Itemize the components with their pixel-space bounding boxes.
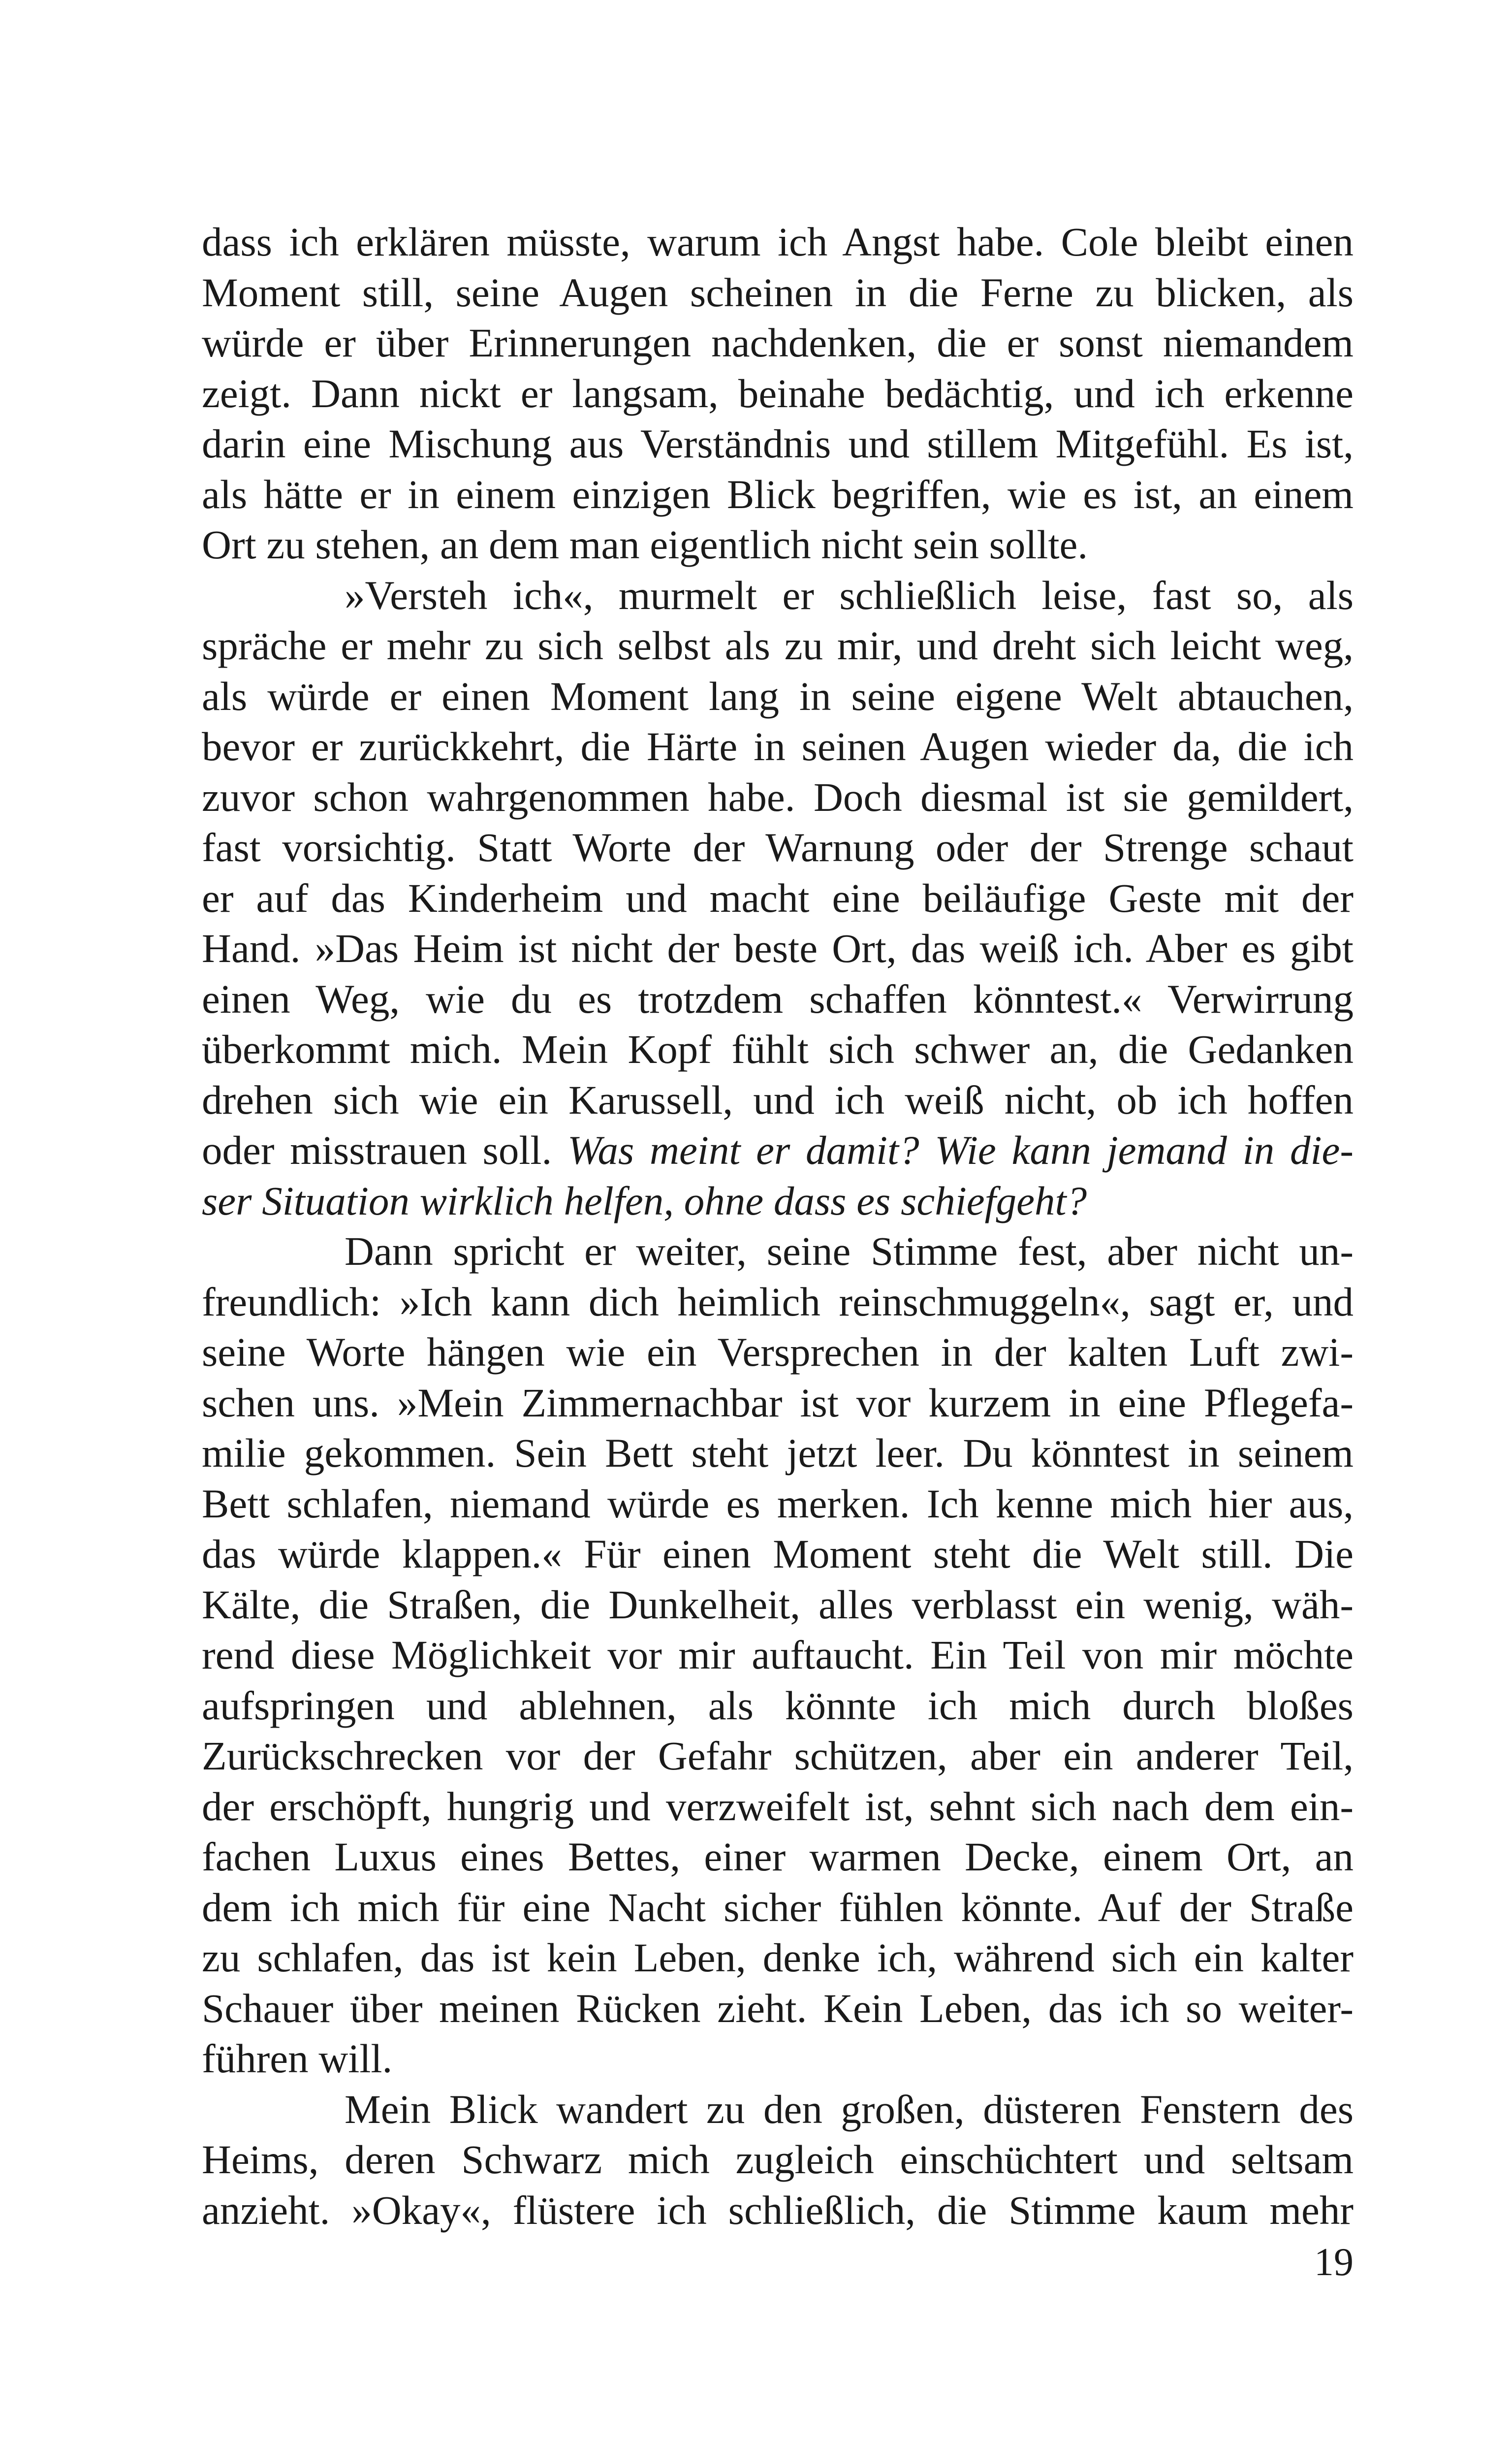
italic-thought: Was meint er damit? Wie kann jemand in die-	[567, 1127, 1354, 1173]
text-line: rend diese Möglichkeit vor mir auftaucht. Ein Teil von mir möchte	[202, 1632, 1354, 1677]
text-line: Heims, deren Schwarz mich zugleich einschüchtert und seltsam	[202, 2137, 1354, 2182]
text-line: dass ich erklären müsste, warum ich Angst habe. Cole bleibt einen	[202, 219, 1354, 264]
paragraph-4	[202, 2084, 1354, 2236]
paragraph-1	[202, 217, 1354, 570]
text-line: seine Worte hängen wie ein Versprechen in der kalten Luft zwi-	[202, 1329, 1354, 1375]
text-line-mixed	[202, 1125, 1354, 1176]
text-line: Ort zu stehen, an dem man eigentlich nicht sein sollte.	[202, 522, 1088, 567]
text-line: das würde klappen.« Für einen Moment steht die Welt still. Die	[202, 1531, 1354, 1576]
text-line: Bett schlafen, niemand würde es merken. Ich kenne mich hier aus,	[202, 1480, 1354, 1526]
text-line: überkommt mich. Mein Kopf fühlt sich schwer an, die Gedanken	[202, 1027, 1354, 1072]
text-line: »Versteh ich«, murmelt er schließlich leise, fast so, als	[345, 572, 1354, 618]
text-line: spräche er mehr zu sich selbst als zu mir, und dreht sich leicht weg,	[202, 623, 1354, 668]
text-line: führen will.	[202, 2036, 393, 2081]
text-line: drehen sich wie ein Karussell, und ich weiß nicht, ob ich hoffen	[202, 1077, 1354, 1123]
page-number: 19	[1314, 2241, 1354, 2284]
text-line: Zurückschrecken vor der Gefahr schützen, aber ein anderer Teil,	[202, 1733, 1354, 1778]
text-line: Hand. »Das Heim ist nicht der beste Ort, das weiß ich. Aber es gibt	[202, 926, 1354, 971]
text-line: Kälte, die Straßen, die Dunkelheit, alles verblasst ein wenig, wäh-	[202, 1581, 1354, 1627]
text-line: schen uns. »Mein Zimmernachbar ist vor kurzem in eine Pflegefa-	[202, 1380, 1354, 1425]
text-line: Schauer über meinen Rücken zieht. Kein Leben, das ich so weiter-	[202, 1985, 1354, 2031]
text-line: bevor er zurückkehrt, die Härte in seinen Augen wieder da, die ich	[202, 724, 1354, 769]
text-line: zeigt. Dann nickt er langsam, beinahe bedächtig, und ich erkenne	[202, 370, 1354, 416]
paragraph-2	[202, 570, 1354, 1226]
text-line: Mein Blick wandert zu den großen, düsteren Fenstern des	[345, 2086, 1354, 2132]
text-line: zu schlafen, das ist kein Leben, denke ich, während sich ein kalter	[202, 1935, 1354, 1980]
text-line: dem ich mich für eine Nacht sicher fühlen könnte. Auf der Straße	[202, 1884, 1354, 1930]
text-line: als hätte er in einem einzigen Blick begriffen, wie es ist, an einem	[202, 471, 1354, 517]
italic-thought-line: ser Situation wirklich helfen, ohne dass es schiefgeht?	[202, 1178, 1087, 1223]
text-line: darin eine Mischung aus Verständnis und stillem Mitgefühl. Es ist,	[202, 421, 1354, 466]
text-line: würde er über Erinnerungen nachdenken, die er sonst niemandem	[202, 320, 1354, 365]
text-line: er auf das Kinderheim und macht eine beiläufige Geste mit der	[202, 875, 1354, 921]
text-line: fachen Luxus eines Bettes, einer warmen Decke, einem Ort, an	[202, 1834, 1354, 1879]
text-segment: oder misstrauen soll.	[202, 1127, 567, 1173]
text-line: milie gekommen. Sein Bett steht jetzt leer. Du könntest in seinem	[202, 1430, 1354, 1476]
text-line: freundlich: »Ich kann dich heimlich reinschmuggeln«, sagt er, und	[202, 1279, 1354, 1324]
text-line: einen Weg, wie du es trotzdem schaffen könntest.« Verwirrung	[202, 976, 1354, 1022]
text-line: zuvor schon wahrgenommen habe. Doch diesmal ist sie gemildert,	[202, 774, 1354, 820]
text-line: als würde er einen Moment lang in seine eigene Welt abtauchen,	[202, 673, 1354, 719]
text-line: fast vorsichtig. Statt Worte der Warnung oder der Strenge schaut	[202, 825, 1354, 870]
text-line: Dann spricht er weiter, seine Stimme fest, aber nicht un-	[345, 1228, 1354, 1274]
text-line: anzieht. »Okay«, flüstere ich schließlich, die Stimme kaum mehr	[202, 2187, 1354, 2233]
book-page-text	[202, 217, 1354, 2235]
text-line: der erschöpft, hungrig und verzweifelt ist, sehnt sich nach dem ein-	[202, 1783, 1354, 1829]
text-line: aufspringen und ablehnen, als könnte ich mich durch bloßes	[202, 1682, 1354, 1728]
text-line: Moment still, seine Augen scheinen in die Ferne zu blicken, als	[202, 269, 1354, 315]
paragraph-3	[202, 1226, 1354, 2084]
